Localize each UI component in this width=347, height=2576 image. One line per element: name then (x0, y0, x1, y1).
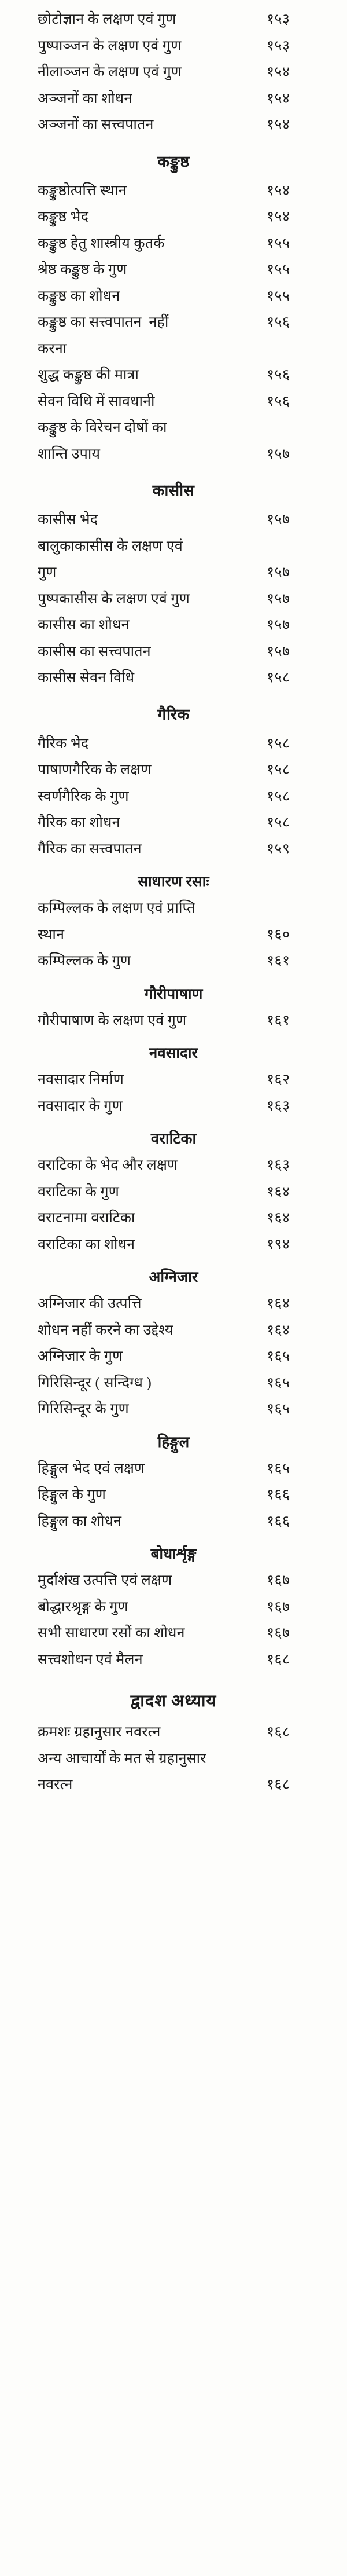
toc-page-number: १६३ (267, 1098, 290, 1114)
toc-page-number: १६५ (267, 1460, 290, 1476)
toc-entry-label: शोधन नहीं करने का उद्देश्य (38, 1322, 174, 1338)
toc-entry-label: नीलाञ्जन के लक्षण एवं गुण (38, 64, 182, 80)
toc-page-number: १५६ (267, 367, 290, 383)
toc-entry-label: बालुकाकासीस के लक्षण एवं (38, 538, 183, 554)
toc-subsection-heading: हिङ्गुल (157, 1433, 190, 1450)
toc-entry[interactable] (38, 1183, 309, 1202)
toc-entry[interactable] (38, 537, 309, 556)
toc-page-number: १५९ (267, 841, 290, 857)
toc-entry[interactable] (38, 1156, 309, 1175)
toc-entry[interactable] (38, 393, 309, 412)
toc-page-number: १५७ (267, 565, 290, 580)
toc-page-number: १६७ (267, 1599, 290, 1615)
toc-entry-label: कङ्कुष्ठोत्पत्ति स्थान (38, 182, 127, 199)
toc-entry-label: कासीस का सत्त्वपातन (38, 643, 151, 659)
toc-page-number: १६७ (267, 1625, 290, 1641)
toc-entry[interactable] (38, 761, 309, 780)
toc-entry-label: मुर्दाशंख उत्पत्ति एवं लक्षण (38, 1573, 172, 1588)
toc-entry[interactable] (38, 1624, 309, 1643)
toc-entry[interactable] (38, 208, 309, 227)
toc-entry-label: सभी साधारण रसों का शोधन (38, 1625, 185, 1641)
toc-entry[interactable] (38, 116, 309, 135)
toc-entry-label: पुष्पाञ्जन के लक्षण एवं गुण (38, 38, 182, 54)
toc-entry-label: वराटिका के भेद और लक्षण (38, 1157, 178, 1173)
toc-page-number: १५४ (267, 117, 290, 133)
toc-entry[interactable] (38, 419, 309, 438)
toc-page-number: १६२ (267, 1072, 290, 1087)
toc-entry-continuation (38, 445, 309, 464)
toc-entry-label: करना (38, 340, 67, 357)
toc-section-heading: कङ्कुष्ठ (157, 152, 190, 170)
toc-entry[interactable] (38, 1512, 309, 1531)
toc-entry[interactable] (38, 90, 309, 109)
toc-page-number: १५८ (267, 735, 290, 752)
toc-entry[interactable] (38, 669, 309, 688)
toc-page-number: १५५ (267, 262, 290, 277)
toc-entry[interactable] (38, 643, 309, 662)
toc-entry[interactable] (38, 1321, 309, 1340)
toc-entry-label: अञ्जनों का सत्त्वपातन (38, 117, 154, 133)
toc-entry-label: वराटिका के गुण (38, 1183, 120, 1200)
toc-entry-label: नवरत्न (38, 1777, 73, 1793)
toc-subsection-heading: साधारण रसाः (138, 873, 209, 890)
toc-entry-label: छोटोज्ञान के लक्षण एवं गुण (38, 12, 176, 27)
toc-entry-label: कम्पिल्लक के लक्षण एवं प्राप्ति (38, 900, 195, 916)
toc-entry-label: पुष्पकासीस के लक्षण एवं गुण (38, 591, 190, 607)
toc-entry-label: श्रेष्ठ कङ्कुष्ठ के गुण (38, 262, 127, 277)
toc-entry-continuation (38, 340, 309, 359)
toc-page-number: १६७ (267, 1573, 290, 1588)
toc-entry[interactable] (38, 261, 309, 280)
toc-entry[interactable] (38, 616, 309, 635)
toc-entry[interactable] (38, 1236, 309, 1255)
toc-entry-label: गुण (38, 565, 57, 580)
toc-entry-label: कासीस भेद (38, 512, 98, 527)
toc-entry-label: नवसादार निर्माण (38, 1072, 124, 1087)
toc-page-number: १५४ (267, 90, 290, 107)
toc-entry-label: गैरिक भेद (38, 735, 89, 752)
toc-page-number: १५८ (267, 762, 290, 778)
toc-page-number: १६४ (267, 1322, 290, 1338)
toc-entry-label: अन्य आचार्यों के मत से ग्रहानुसार (38, 1750, 206, 1767)
toc-entry-label: वराटिका का शोधन (38, 1236, 135, 1252)
table-of-contents (38, 0, 309, 1795)
toc-page-number: १६४ (267, 1210, 290, 1226)
toc-entry-label: कङ्कुष्ठ का सत्त्वपातन नहीं (38, 314, 169, 330)
toc-page-number: १६६ (267, 1513, 290, 1529)
toc-subsection-heading: नवसादार (149, 1045, 198, 1061)
toc-page-number: १५४ (267, 64, 290, 80)
toc-page-number: १६१ (267, 953, 290, 969)
toc-entry-label: गौरीपाषाण के लक्षण एवं गुण (38, 1012, 187, 1028)
toc-page-number: १६३ (267, 1157, 290, 1173)
toc-entry[interactable] (38, 1374, 309, 1393)
toc-entry-label: हिङ्गुल के गुण (38, 1487, 106, 1503)
toc-page-number: १६४ (267, 1296, 290, 1311)
toc-subsection-heading: बोधार्शृङ्ग (150, 1545, 197, 1562)
toc-page-number: १६६ (267, 1487, 290, 1503)
toc-entry-label: स्थान (38, 926, 65, 943)
toc-section-heading: गैरिक (157, 705, 190, 723)
toc-entry[interactable] (38, 1486, 309, 1505)
toc-page-number: १६८ (267, 1651, 290, 1668)
toc-entry[interactable] (38, 1400, 309, 1419)
toc-page-number: १६१ (267, 1012, 290, 1028)
toc-subsection-heading: वराटिका (150, 1130, 197, 1147)
toc-entry[interactable] (38, 1209, 309, 1228)
toc-page-number: १६८ (267, 1724, 290, 1740)
toc-page-number: १५५ (267, 288, 290, 304)
toc-subsection-heading: गौरीपाषाण (144, 985, 203, 1002)
toc-entry-label: कङ्कुष्ठ का शोधन (38, 288, 120, 304)
toc-entry[interactable] (38, 952, 309, 971)
toc-entry-label: अग्निजार की उत्पत्ति (38, 1296, 142, 1311)
toc-entry-label: कासीस सेवन विधि (38, 670, 135, 686)
toc-entry-label: सत्त्वशोधन एवं मैलन (38, 1651, 143, 1668)
toc-entry-label: कासीस का शोधन (38, 617, 130, 633)
toc-entry[interactable] (38, 366, 309, 385)
toc-page-number: १५४ (267, 209, 290, 225)
toc-entry-label: शुद्ध कङ्कुष्ठ की मात्रा (38, 367, 139, 383)
toc-entry[interactable] (38, 1071, 309, 1090)
toc-entry[interactable] (38, 182, 309, 201)
toc-page-number: १५३ (267, 12, 290, 27)
toc-page-number: १५३ (267, 38, 290, 54)
toc-entry[interactable] (38, 234, 309, 254)
toc-page-number: १५८ (267, 788, 290, 804)
toc-entry[interactable] (38, 287, 309, 306)
toc-entry-label: गैरिक का सत्त्वपातन (38, 841, 142, 857)
toc-entry-label: कङ्कुष्ठ के विरेचन दोषों का (38, 420, 167, 435)
toc-page-number: १६५ (267, 1401, 290, 1417)
toc-entry[interactable] (38, 1571, 309, 1591)
toc-entry-label: अञ्जनों का शोधन (38, 90, 132, 107)
toc-entry[interactable] (38, 1750, 309, 1769)
toc-entry[interactable] (38, 814, 309, 833)
toc-entry-label: अग्निजार के गुण (38, 1349, 123, 1364)
toc-page-number: १५७ (267, 591, 290, 607)
toc-entry[interactable] (38, 787, 309, 807)
toc-page-number: १५८ (267, 815, 290, 830)
toc-page-number: १५४ (267, 182, 290, 199)
toc-entry[interactable] (38, 1012, 309, 1031)
toc-entry-label: बोद्धारश्रृङ्ग के गुण (38, 1599, 128, 1615)
toc-page-number: १५५ (267, 235, 290, 251)
toc-entry[interactable] (38, 1598, 309, 1617)
toc-entry[interactable] (38, 511, 309, 530)
toc-page-number: १५७ (267, 643, 290, 659)
toc-page-number: १५७ (267, 512, 290, 527)
toc-entry[interactable] (38, 1651, 309, 1670)
toc-entry-label: क्रमशः ग्रहानुसार नवरत्न (38, 1724, 161, 1740)
toc-entry-label: स्वर्णगैरिक के गुण (38, 788, 129, 804)
toc-entry-label: पाषाणगैरिक के लक्षण (38, 762, 152, 778)
toc-entry[interactable] (38, 1460, 309, 1479)
toc-entry[interactable] (38, 899, 309, 918)
toc-subsection-heading: अग्निजार (149, 1269, 198, 1285)
toc-entry[interactable] (38, 735, 309, 754)
toc-page-number: १५८ (267, 670, 290, 686)
toc-entry[interactable] (38, 1295, 309, 1314)
toc-entry[interactable] (38, 10, 309, 30)
toc-entry-continuation (38, 1776, 309, 1795)
toc-chapter-heading: द्वादश अध्याय (130, 1692, 217, 1710)
toc-entry-label: कम्पिल्लक के गुण (38, 953, 131, 969)
toc-entry[interactable] (38, 1723, 309, 1742)
toc-entry-label: कङ्कुष्ठ हेतु शास्त्रीय कुतर्क (38, 235, 165, 251)
toc-entry-label: कङ्कुष्ठ भेद (38, 209, 89, 225)
toc-entry-continuation (38, 926, 309, 945)
toc-entry-label: हिङ्गुल भेद एवं लक्षण (38, 1460, 145, 1476)
toc-entry[interactable] (38, 37, 309, 56)
toc-page-number: १५७ (267, 446, 290, 462)
toc-entry[interactable] (38, 840, 309, 859)
toc-page-number: १६० (267, 926, 290, 943)
toc-entry-label: शान्ति उपाय (38, 446, 101, 462)
toc-page-number: १५७ (267, 617, 290, 633)
toc-entry[interactable] (38, 590, 309, 609)
toc-entry-label: गैरिक का शोधन (38, 815, 120, 830)
toc-entry[interactable] (38, 1347, 309, 1366)
toc-page-number: १५६ (267, 314, 290, 330)
toc-section-heading: कासीस (152, 482, 195, 499)
toc-page-number: १६८ (267, 1777, 290, 1793)
toc-page-number: १६५ (267, 1349, 290, 1364)
toc-entry-label: हिङ्गुल का शोधन (38, 1513, 122, 1529)
toc-entry-continuation (38, 563, 309, 582)
toc-entry-label: नवसादार के गुण (38, 1098, 123, 1114)
toc-page-number: १५६ (267, 393, 290, 409)
toc-page-number: १९४ (267, 1236, 290, 1252)
toc-entry-label: वराटनामा वराटिका (38, 1210, 135, 1226)
toc-entry-label: सेवन विधि में सावधानी (38, 393, 155, 409)
toc-entry-label: गिरिसिन्दूर ( सन्दिग्ध ) (38, 1375, 152, 1391)
toc-page-number: १६५ (267, 1375, 290, 1391)
toc-entry[interactable] (38, 1097, 309, 1116)
toc-entry[interactable] (38, 313, 309, 332)
toc-page-number: १६४ (267, 1183, 290, 1200)
toc-entry[interactable] (38, 63, 309, 82)
toc-entry-label: गिरिसिन्दूर के गुण (38, 1401, 129, 1417)
